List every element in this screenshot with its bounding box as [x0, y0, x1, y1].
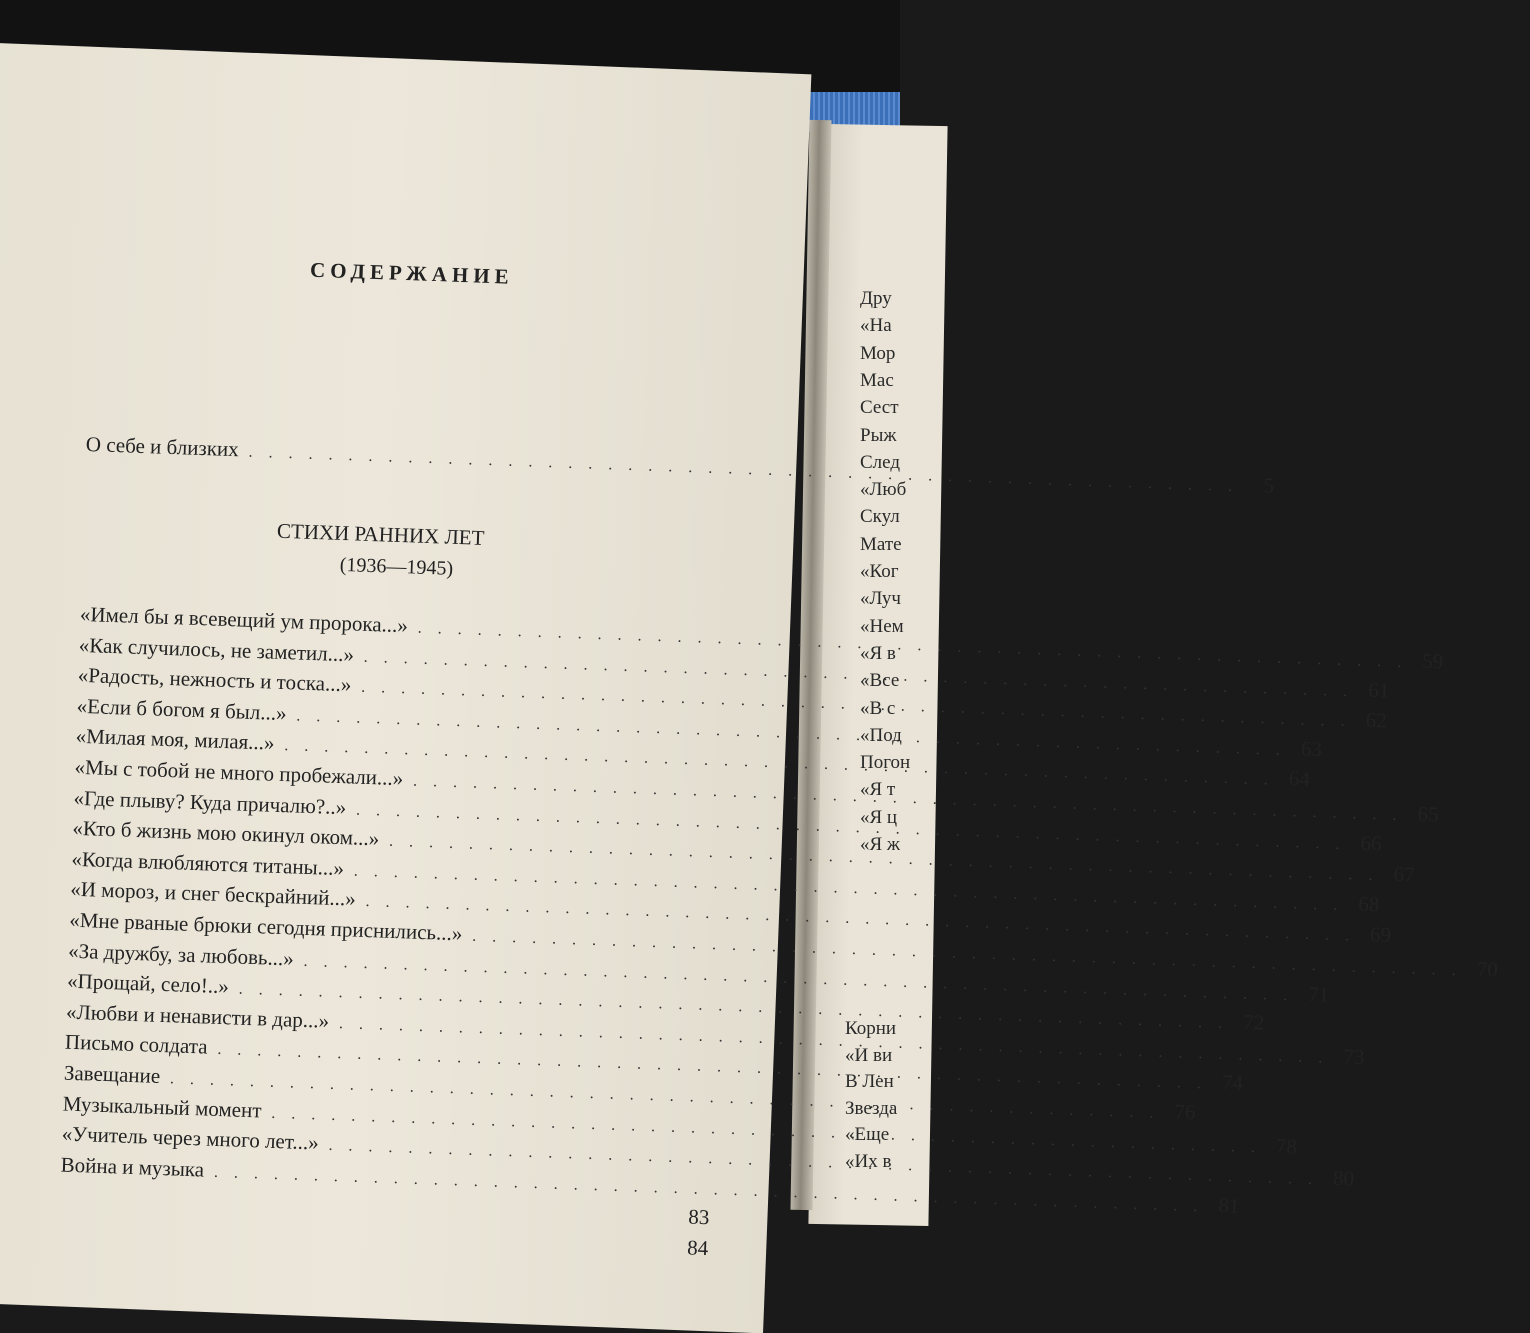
right-page-line: Погон: [860, 752, 911, 774]
right-page-line: «Еще: [845, 1124, 890, 1145]
right-page-line: «Их в: [845, 1150, 892, 1172]
right-page-line: «Ког: [860, 561, 899, 582]
right-page-line: В Лен: [845, 1071, 894, 1092]
right-page-line: «Люб: [860, 479, 907, 501]
toc-entry-title: «Прощай, село!..»: [66, 968, 230, 999]
toc-entry-page: 67: [1393, 862, 1416, 887]
right-page-line: «Я ж: [860, 834, 901, 855]
toc-entry-page: 73: [1343, 1044, 1365, 1069]
right-page-line: Рыж: [860, 424, 897, 446]
toc-entry-title: «И мороз, и снег бескрайний...»: [69, 877, 357, 912]
toc-entry-title: «Мне рваные брюки сегодня приснились...»: [68, 907, 463, 946]
toc-entry-page: 68: [1357, 891, 1380, 917]
toc-entry-page: 63: [1300, 736, 1323, 762]
right-page-line: «Нем: [860, 615, 904, 637]
section-years: (1936—1945): [339, 553, 454, 580]
toc-entry-title: «Мы с тобой не много пробежали...»: [74, 754, 404, 791]
toc-entry-page: 64: [1288, 766, 1311, 792]
toc-entry-page: 59: [1421, 648, 1444, 674]
toc-entry-page: 78: [1275, 1133, 1298, 1159]
right-page-line: Скул: [860, 506, 900, 528]
right-page-line: След: [860, 451, 901, 473]
toc-entry-title: О себе и близких: [85, 431, 240, 462]
toc-entry-title: «За дружбу, за любовь...»: [67, 938, 295, 971]
contents-heading: СОДЕРЖАНИЕ: [309, 257, 515, 289]
toc-entry-title: «Милая моя, милая...»: [75, 724, 275, 756]
right-page-line: Мор: [860, 342, 896, 364]
right-page-line: Звезда: [845, 1097, 898, 1119]
section-title: СТИХИ РАННИХ ЛЕТ: [276, 518, 485, 550]
right-page-line: Корни: [845, 1018, 897, 1039]
right-page-line: «Под: [860, 724, 902, 746]
right-page-line: «Я т: [860, 779, 896, 801]
toc-entry-page: 70: [1476, 956, 1499, 982]
toc-entry-page: 61: [1367, 677, 1390, 703]
toc-entry-page: 69: [1369, 922, 1392, 948]
toc-entry-title: Война и музыка: [60, 1152, 205, 1182]
right-page-line: Мате: [860, 533, 902, 555]
toc-entry-page: 62: [1365, 707, 1388, 733]
right-page-line: Мас: [860, 369, 894, 391]
toc-entry-title: «Радость, нежность и тоска...»: [77, 663, 352, 697]
toc-entry-title: «Когда влюбляются титаны...»: [71, 846, 345, 881]
right-page-line: «В с: [860, 697, 896, 719]
toc-entry-title: «Любви и ненависти в дар...»: [65, 999, 330, 1033]
toc-entry-page: 76: [1174, 1099, 1196, 1125]
right-page-line: «На: [860, 315, 892, 337]
toc-entry-page: 5: [1263, 473, 1275, 498]
toc-entry-page: 66: [1360, 830, 1383, 856]
toc-entry-page: 80: [1332, 1166, 1355, 1191]
right-page-line: «Луч: [860, 588, 901, 610]
right-page-line: Сест: [860, 397, 899, 419]
toc-entry-title: Завещание: [63, 1060, 161, 1088]
toc-entry-title: «Имел бы я всевещий ум пророка...»: [79, 601, 409, 638]
toc-entry-title: «Как случилось, не заметил...»: [78, 632, 355, 667]
toc-entry-title: Музыкальный момент: [62, 1091, 262, 1123]
toc-entry-title: «Кто б жизнь мою окинул оком...»: [72, 815, 380, 851]
toc-entry-page: 71: [1307, 981, 1330, 1007]
toc-entry-page: 83: [687, 1204, 710, 1230]
right-page-line: «Я ц: [860, 806, 898, 828]
toc-entry-page: 84: [686, 1235, 709, 1261]
right-page-line: Дру: [860, 288, 892, 309]
dot-leader: [248, 444, 1238, 497]
right-page-line: «И ви: [845, 1044, 893, 1066]
toc-entry-page: 65: [1417, 801, 1440, 827]
toc-entry-title: «Учитель через много лет...»: [61, 1121, 320, 1155]
toc-entry-page: 72: [1242, 1009, 1265, 1035]
toc-entry-page: 74: [1221, 1070, 1244, 1096]
toc-entry-title: «Если б богом я был...»: [76, 693, 287, 725]
toc-entry-page: 81: [1218, 1192, 1240, 1218]
right-page-line: «Все: [860, 670, 900, 692]
toc-entry-title: Письмо солдата: [64, 1029, 208, 1059]
toc-entry-title: «Где плыву? Куда причалю?..»: [73, 785, 347, 819]
right-page-line: «Я в: [860, 642, 896, 664]
